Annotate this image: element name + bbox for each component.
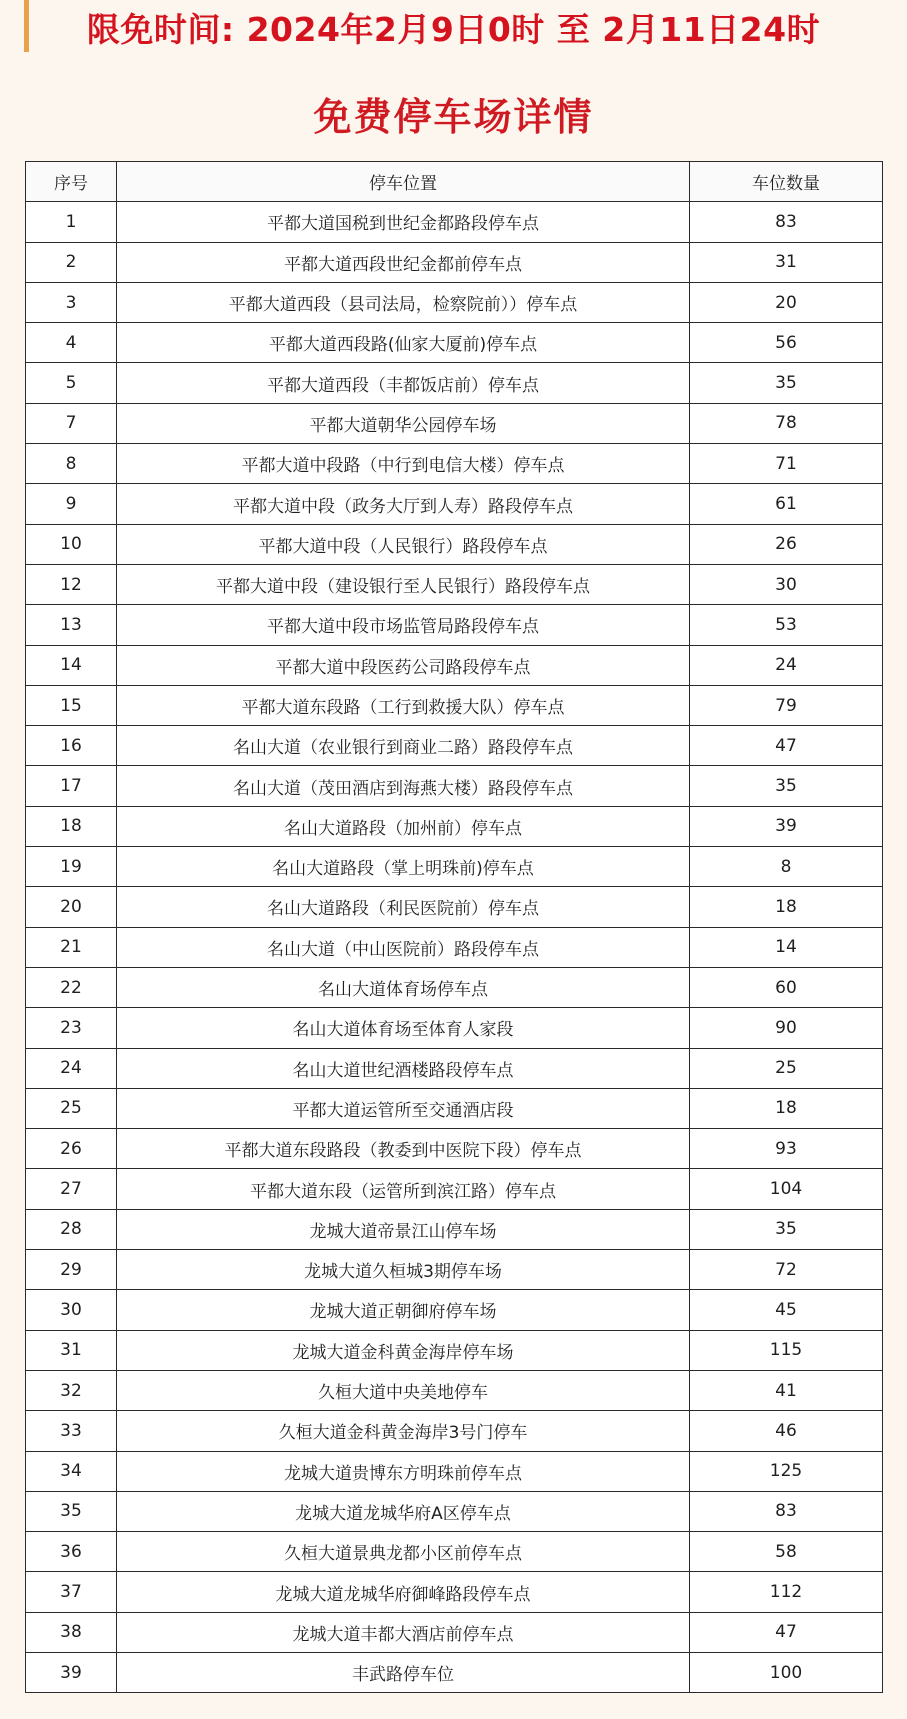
row-index-cell: 14 — [26, 645, 117, 685]
row-spaces-cell: 35 — [690, 1209, 883, 1249]
table-row — [26, 1129, 883, 1169]
row-location-cell: 龙城大道丰都大酒店前停车点 — [117, 1612, 690, 1652]
row-index-cell: 26 — [26, 1129, 117, 1169]
row-index-cell: 35 — [26, 1491, 117, 1531]
row-index-cell: 1 — [26, 202, 117, 242]
table-row — [26, 202, 883, 242]
table-row — [26, 1169, 883, 1209]
table-row — [26, 605, 883, 645]
table-row — [26, 1532, 883, 1572]
row-spaces-cell: 18 — [690, 1088, 883, 1128]
row-spaces-cell: 71 — [690, 444, 883, 484]
row-location-cell: 平都大道东段路段（教委到中医院下段）停车点 — [117, 1129, 690, 1169]
table-row — [26, 726, 883, 766]
row-spaces-cell: 83 — [690, 202, 883, 242]
row-index-cell: 28 — [26, 1209, 117, 1249]
row-spaces-cell: 14 — [690, 927, 883, 967]
row-spaces-cell: 104 — [690, 1169, 883, 1209]
row-location-cell: 名山大道路段（利民医院前）停车点 — [117, 887, 690, 927]
table-row — [26, 282, 883, 322]
row-location-cell: 名山大道（中山医院前）路段停车点 — [117, 927, 690, 967]
row-location-cell: 龙城大道龙城华府御峰路段停车点 — [117, 1572, 690, 1612]
row-spaces-cell: 115 — [690, 1330, 883, 1370]
row-spaces-cell: 25 — [690, 1048, 883, 1088]
row-spaces-cell: 47 — [690, 1612, 883, 1652]
table-row — [26, 766, 883, 806]
row-location-cell: 平都大道运管所至交通酒店段 — [117, 1088, 690, 1128]
row-location-cell: 平都大道国税到世纪金都路段停车点 — [117, 202, 690, 242]
table-row — [26, 1250, 883, 1290]
row-location-cell: 平都大道中段（建设银行至人民银行）路段停车点 — [117, 564, 690, 604]
row-location-cell: 名山大道世纪酒楼路段停车点 — [117, 1048, 690, 1088]
row-index-cell: 38 — [26, 1612, 117, 1652]
table-row — [26, 1491, 883, 1531]
table-row — [26, 403, 883, 443]
row-spaces-cell: 30 — [690, 564, 883, 604]
row-index-cell: 37 — [26, 1572, 117, 1612]
row-index-cell: 5 — [26, 363, 117, 403]
table-row — [26, 847, 883, 887]
row-index-cell: 39 — [26, 1652, 117, 1692]
row-location-cell: 平都大道西段世纪金都前停车点 — [117, 242, 690, 282]
row-index-cell: 24 — [26, 1048, 117, 1088]
row-index-cell: 21 — [26, 927, 117, 967]
row-location-cell: 平都大道西段（县司法局，检察院前））停车点 — [117, 282, 690, 322]
table-row — [26, 927, 883, 967]
row-location-cell: 平都大道东段（运管所到滨江路）停车点 — [117, 1169, 690, 1209]
row-spaces-cell: 45 — [690, 1290, 883, 1330]
row-spaces-cell: 53 — [690, 605, 883, 645]
row-location-cell: 龙城大道金科黄金海岸停车场 — [117, 1330, 690, 1370]
row-spaces-cell: 78 — [690, 403, 883, 443]
row-spaces-cell: 79 — [690, 685, 883, 725]
row-spaces-cell: 26 — [690, 524, 883, 564]
row-location-cell: 平都大道中段（人民银行）路段停车点 — [117, 524, 690, 564]
row-index-cell: 16 — [26, 726, 117, 766]
row-spaces-cell: 112 — [690, 1572, 883, 1612]
row-spaces-cell: 20 — [690, 282, 883, 322]
row-index-cell: 12 — [26, 564, 117, 604]
row-location-cell: 名山大道体育场停车点 — [117, 967, 690, 1007]
row-index-cell: 7 — [26, 403, 117, 443]
table-row — [26, 484, 883, 524]
row-spaces-cell: 31 — [690, 242, 883, 282]
table-row — [26, 887, 883, 927]
table-row — [26, 564, 883, 604]
row-index-cell: 36 — [26, 1532, 117, 1572]
table-row — [26, 1008, 883, 1048]
row-location-cell: 久桓大道景典龙都小区前停车点 — [117, 1532, 690, 1572]
row-spaces-cell: 56 — [690, 323, 883, 363]
row-location-cell: 丰武路停车位 — [117, 1652, 690, 1692]
column-header-index: 序号 — [26, 162, 117, 202]
row-spaces-cell: 83 — [690, 1491, 883, 1531]
row-location-cell: 龙城大道久桓城3期停车场 — [117, 1250, 690, 1290]
row-index-cell: 30 — [26, 1290, 117, 1330]
row-index-cell: 33 — [26, 1411, 117, 1451]
row-index-cell: 2 — [26, 242, 117, 282]
row-spaces-cell: 41 — [690, 1370, 883, 1410]
row-spaces-cell: 72 — [690, 1250, 883, 1290]
table-row — [26, 1290, 883, 1330]
parking-table — [25, 161, 883, 1693]
row-index-cell: 31 — [26, 1330, 117, 1370]
table-row — [26, 1451, 883, 1491]
row-index-cell: 19 — [26, 847, 117, 887]
table-row — [26, 444, 883, 484]
table-row — [26, 1330, 883, 1370]
table-row — [26, 1572, 883, 1612]
row-index-cell: 25 — [26, 1088, 117, 1128]
row-index-cell: 10 — [26, 524, 117, 564]
row-location-cell: 平都大道中段市场监管局路段停车点 — [117, 605, 690, 645]
row-index-cell: 17 — [26, 766, 117, 806]
row-location-cell: 名山大道（农业银行到商业二路）路段停车点 — [117, 726, 690, 766]
table-row — [26, 967, 883, 1007]
table-row — [26, 242, 883, 282]
row-index-cell: 22 — [26, 967, 117, 1007]
table-row — [26, 1209, 883, 1249]
table-row — [26, 1411, 883, 1451]
row-location-cell: 龙城大道贵博东方明珠前停车点 — [117, 1451, 690, 1491]
row-index-cell: 18 — [26, 806, 117, 846]
row-location-cell: 平都大道中段医药公司路段停车点 — [117, 645, 690, 685]
row-location-cell: 久桓大道金科黄金海岸3号门停车 — [117, 1411, 690, 1451]
row-spaces-cell: 46 — [690, 1411, 883, 1451]
row-spaces-cell: 61 — [690, 484, 883, 524]
row-location-cell: 平都大道西段路(仙家大厦前)停车点 — [117, 323, 690, 363]
row-index-cell: 34 — [26, 1451, 117, 1491]
free-time-notice: 限免时间: 2024年2月9日0时 至 2月11日24时 — [86, 10, 821, 49]
row-spaces-cell: 93 — [690, 1129, 883, 1169]
table-row — [26, 1048, 883, 1088]
table-row — [26, 685, 883, 725]
table-row — [26, 1652, 883, 1692]
row-spaces-cell: 47 — [690, 726, 883, 766]
table-row — [26, 645, 883, 685]
column-header-spaces: 车位数量 — [690, 162, 883, 202]
row-index-cell: 32 — [26, 1370, 117, 1410]
row-index-cell: 3 — [26, 282, 117, 322]
table-row — [26, 524, 883, 564]
page-title: 免费停车场详情 — [313, 95, 594, 139]
row-location-cell: 名山大道路段（掌上明珠前)停车点 — [117, 847, 690, 887]
table-row — [26, 806, 883, 846]
row-index-cell: 13 — [26, 605, 117, 645]
column-header-location: 停车位置 — [117, 162, 690, 202]
row-spaces-cell: 90 — [690, 1008, 883, 1048]
row-index-cell: 29 — [26, 1250, 117, 1290]
row-location-cell: 名山大道（茂田酒店到海燕大楼）路段停车点 — [117, 766, 690, 806]
row-location-cell: 久桓大道中央美地停车 — [117, 1370, 690, 1410]
row-location-cell: 平都大道西段（丰都饭店前）停车点 — [117, 363, 690, 403]
row-spaces-cell: 35 — [690, 363, 883, 403]
row-location-cell: 平都大道朝华公园停车场 — [117, 403, 690, 443]
row-spaces-cell: 100 — [690, 1652, 883, 1692]
row-index-cell: 20 — [26, 887, 117, 927]
row-index-cell: 4 — [26, 323, 117, 363]
row-spaces-cell: 125 — [690, 1451, 883, 1491]
row-location-cell: 龙城大道帝景江山停车场 — [117, 1209, 690, 1249]
row-location-cell: 平都大道东段路（工行到救援大队）停车点 — [117, 685, 690, 725]
table-header-row — [26, 162, 883, 202]
row-location-cell: 龙城大道正朝御府停车场 — [117, 1290, 690, 1330]
row-index-cell: 23 — [26, 1008, 117, 1048]
row-index-cell: 9 — [26, 484, 117, 524]
row-index-cell: 27 — [26, 1169, 117, 1209]
row-index-cell: 15 — [26, 685, 117, 725]
row-spaces-cell: 24 — [690, 645, 883, 685]
row-index-cell: 8 — [26, 444, 117, 484]
row-location-cell: 名山大道体育场至体育人家段 — [117, 1008, 690, 1048]
row-spaces-cell: 8 — [690, 847, 883, 887]
row-spaces-cell: 35 — [690, 766, 883, 806]
row-spaces-cell: 18 — [690, 887, 883, 927]
row-location-cell: 平都大道中段（政务大厅到人寿）路段停车点 — [117, 484, 690, 524]
row-location-cell: 名山大道路段（加州前）停车点 — [117, 806, 690, 846]
table-row — [26, 1370, 883, 1410]
table-row — [26, 1612, 883, 1652]
table-row — [26, 363, 883, 403]
table-row — [26, 323, 883, 363]
row-location-cell: 龙城大道龙城华府A区停车点 — [117, 1491, 690, 1531]
row-location-cell: 平都大道中段路（中行到电信大楼）停车点 — [117, 444, 690, 484]
row-spaces-cell: 58 — [690, 1532, 883, 1572]
row-spaces-cell: 60 — [690, 967, 883, 1007]
row-spaces-cell: 39 — [690, 806, 883, 846]
table-row — [26, 1088, 883, 1128]
